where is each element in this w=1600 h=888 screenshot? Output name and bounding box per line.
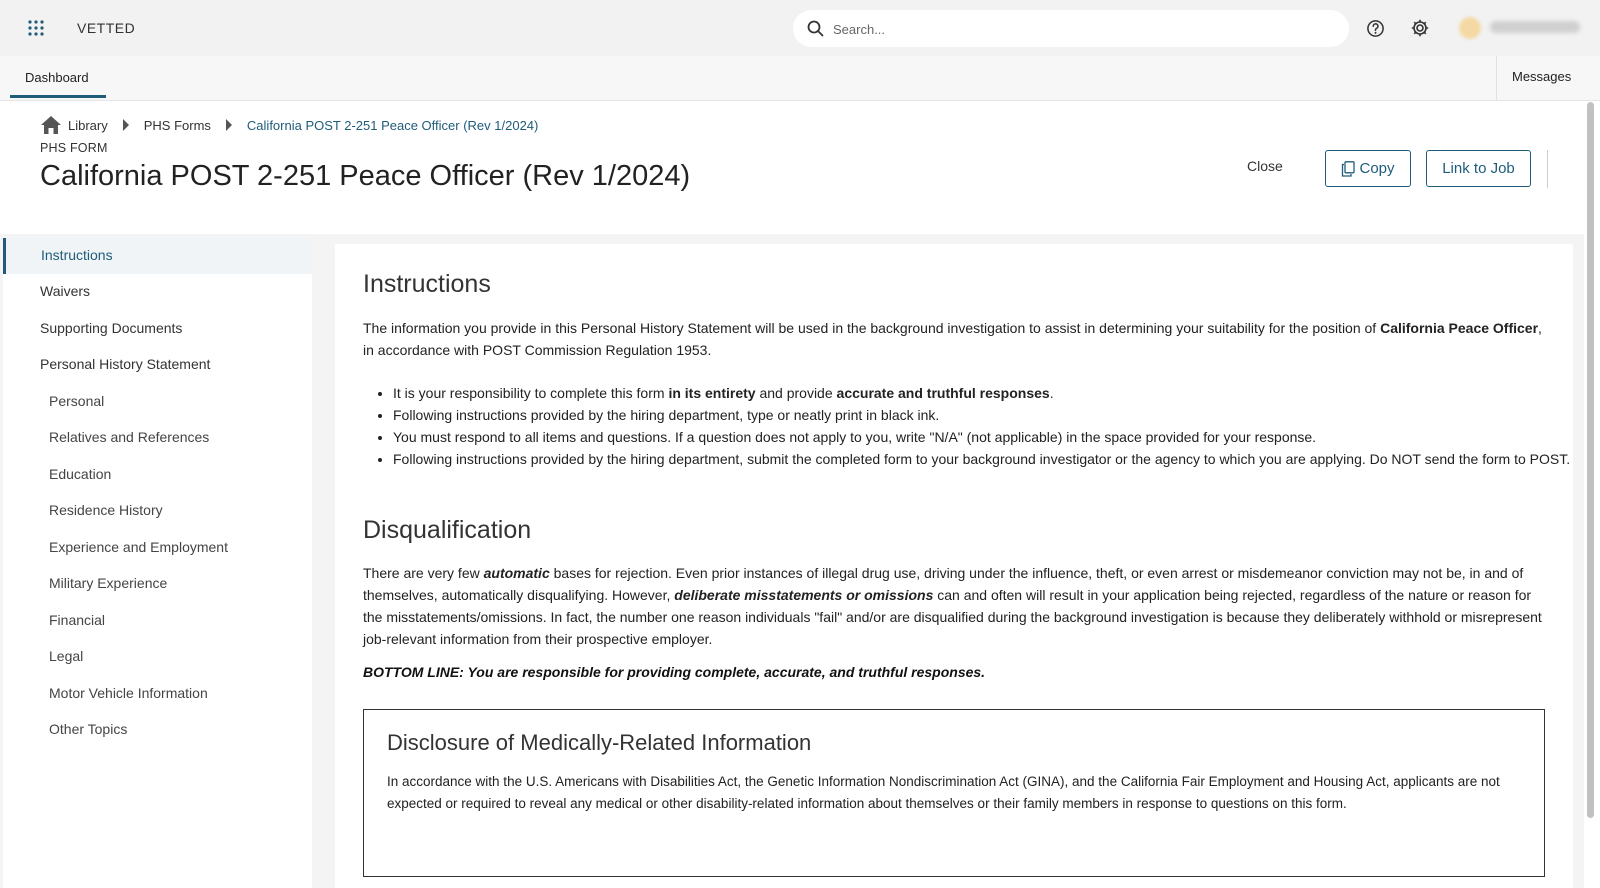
chevron-right-icon — [122, 119, 130, 131]
scrollbar-thumb[interactable] — [1587, 102, 1594, 818]
sidebar-item-instructions[interactable] — [3, 238, 312, 274]
intro-bold-text: California Peace Officer — [1380, 320, 1539, 336]
apps-grid-icon[interactable] — [26, 18, 46, 38]
list-item-bold: in its entirety — [668, 385, 756, 401]
copy-button[interactable] — [1325, 150, 1411, 187]
breadcrumb-phs-forms[interactable]: PHS Forms — [143, 117, 211, 133]
tab-messages[interactable]: Messages — [1512, 69, 1572, 84]
sidebar-item-residence-history[interactable] — [3, 493, 312, 529]
bottom-line-statement: BOTTOM LINE: You are responsible for providing complete, accurate, and truthful responses. — [363, 664, 986, 680]
gear-icon[interactable] — [1410, 18, 1430, 38]
sidebar-item-experience-and-employment[interactable] — [3, 530, 312, 566]
brand-name[interactable]: VETTED — [77, 20, 136, 36]
sidebar-item-label: Personal — [49, 393, 105, 409]
instructions-intro — [363, 317, 1543, 361]
breadcrumb-current[interactable]: California POST 2-251 Peace Officer (Rev 1/2024) — [246, 117, 539, 133]
sidebar-item-financial[interactable] — [3, 603, 312, 639]
list-item-text: It is your responsibility to complete this form — [393, 385, 669, 401]
paragraph-text: can and often will result in your application being rejected, regardless of the nature or reason for the misstatements/omissions. In fact, the number one reason individuals "fail" and/or are disqualified during the background investigation is because they deliberately withhold or misrepresent job-relevant information from their prospective employer. — [363, 587, 1542, 647]
sidebar-item-military-experience[interactable] — [3, 566, 312, 602]
close-button[interactable]: Close — [1247, 158, 1283, 174]
help-icon[interactable] — [1366, 19, 1385, 38]
disqualification-heading: Disqualification — [363, 516, 532, 544]
user-name-redacted[interactable] — [1490, 21, 1580, 33]
sidebar-item-label: Personal History Statement — [40, 356, 211, 372]
sidebar-item-label: Motor Vehicle Information — [49, 685, 208, 701]
avatar[interactable] — [1459, 17, 1481, 39]
sidebar-nav — [3, 238, 312, 888]
sidebar-item-label: Experience and Employment — [49, 539, 228, 555]
sidebar-item-personal[interactable] — [3, 384, 312, 420]
sidebar-item-label: Financial — [49, 612, 106, 628]
header-divider — [1547, 150, 1548, 188]
sidebar-item-supporting-documents[interactable] — [3, 311, 312, 347]
link-to-job-button[interactable]: Link to Job — [1426, 150, 1531, 187]
disclosure-box — [363, 709, 1545, 877]
tab-bar — [0, 56, 1600, 101]
sidebar-item-education[interactable] — [3, 457, 312, 493]
disclosure-heading: Disclosure of Medically-Related Information — [387, 730, 812, 755]
instructions-heading: Instructions — [363, 270, 491, 298]
intro-text: The information you provide in this Personal History Statement will be used in the background investigation to assist in determining your suitability for the position of — [363, 320, 1381, 336]
page-scrollbar[interactable] — [1586, 100, 1596, 888]
tab-dashboard[interactable] — [10, 56, 106, 98]
page-title: California POST 2-251 Peace Officer (Rev 1/2024) — [40, 160, 691, 192]
search-icon — [807, 20, 824, 37]
list-item: • You must respond to all items and questions. If a question does not apply to you, write "N/A" (not applicable) in the space provided for your response. — [393, 426, 1573, 448]
sidebar-item-waivers[interactable] — [3, 274, 312, 310]
copy-button-label: Copy — [1359, 160, 1395, 177]
search-input[interactable] — [831, 16, 1335, 42]
list-item — [393, 382, 1573, 404]
list-item-text: and provide — [755, 385, 837, 401]
chevron-right-icon — [225, 119, 233, 131]
list-item: • Following instructions provided by the hiring department, submit the completed form to your background investigator or the agency to which you are applying. Do NOT send the form to POST. — [393, 448, 1573, 470]
sidebar-item-label: Education — [49, 466, 112, 482]
sidebar-item-relatives-and-references[interactable] — [3, 420, 312, 456]
sidebar-item-label: Waivers — [40, 283, 91, 299]
paragraph-emphasis: automatic — [483, 565, 550, 581]
sidebar-item-legal[interactable] — [3, 639, 312, 675]
sidebar-item-label: Instructions — [41, 247, 113, 263]
sidebar-item-label: Legal — [49, 648, 84, 664]
form-type-label: PHS FORM — [40, 141, 108, 155]
home-icon[interactable] — [40, 115, 62, 135]
sidebar-item-other-topics[interactable] — [3, 712, 312, 748]
tab-divider — [1496, 56, 1497, 100]
sidebar-item-label: Supporting Documents — [40, 320, 183, 336]
disqualification-paragraph — [363, 562, 1543, 650]
list-item-bold: accurate and truthful responses — [836, 385, 1050, 401]
sidebar-item-label: Residence History — [49, 502, 163, 518]
list-item-text: . — [1049, 385, 1054, 401]
tab-dashboard-label: Dashboard — [25, 70, 89, 85]
sidebar-item-label: Military Experience — [49, 575, 168, 591]
paragraph-emphasis: deliberate misstatements or omissions — [674, 587, 934, 603]
paragraph-text: bases for rejection. Even prior instances of illegal drug use, driving under the influence, theft, or even arrest or misdemeanor conviction may not be, in and of themselves, automatically disqualifying. However, — [363, 565, 1524, 603]
sidebar-item-motor-vehicle-information[interactable] — [3, 676, 312, 712]
sidebar-item-label: Relatives and References — [49, 429, 210, 445]
instructions-list — [363, 382, 1573, 470]
search-box[interactable] — [793, 10, 1349, 47]
copy-icon — [1341, 161, 1355, 177]
paragraph-text: There are very few — [363, 565, 484, 581]
list-item: • Following instructions provided by the hiring department, type or neatly print in black ink. — [393, 404, 1573, 426]
sidebar-item-label: Other Topics — [49, 721, 128, 737]
breadcrumb — [40, 114, 538, 136]
breadcrumb-library[interactable]: Library — [68, 117, 108, 133]
instructions-panel — [335, 244, 1573, 888]
intro-text-end: , in accordance with POST Commission Regulation 1953. — [363, 320, 1542, 358]
disclosure-text: In accordance with the U.S. Americans with Disabilities Act, the Genetic Information Nondiscrimination Act (GINA), and the California Fair Employment and Housing Act, applicants are not expected or required to reveal any medical or other disability-related information about themselves or their family members in response to questions on this form. — [387, 774, 1500, 811]
top-bar — [0, 0, 1600, 56]
sidebar-item-personal-history-statement[interactable] — [3, 347, 312, 383]
